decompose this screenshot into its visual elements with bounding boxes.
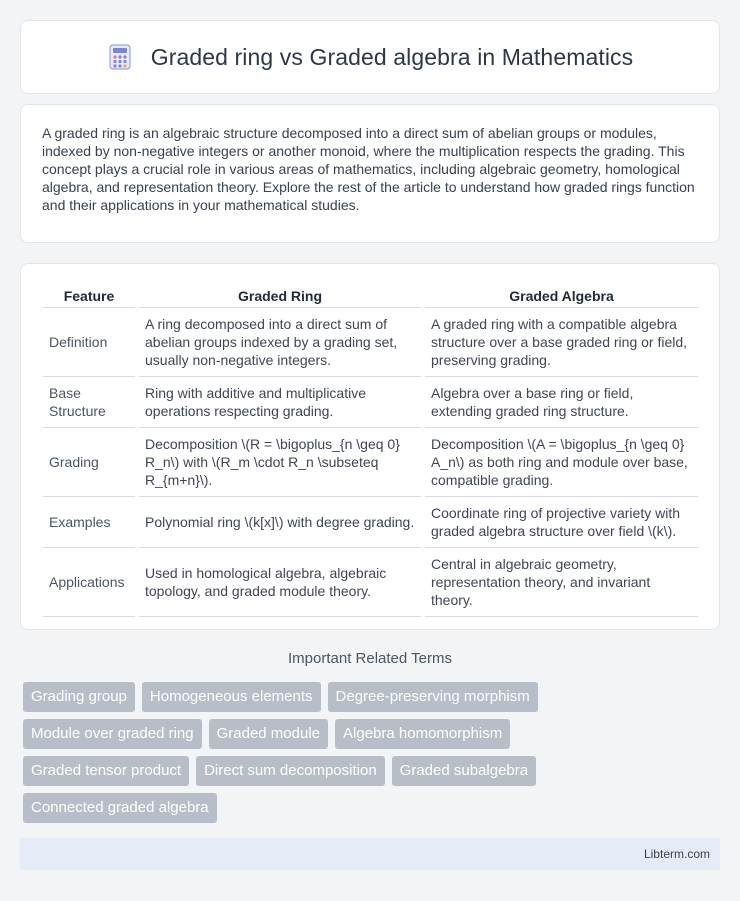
graded-ring-cell: Decomposition \(R = \bigoplus_{n \geq 0} R_n\) with \(R_m \cdot R_n \subseteq R_{m+n}\). bbox=[139, 428, 421, 497]
graded-algebra-cell: Algebra over a base ring or field, extending graded ring structure. bbox=[425, 377, 698, 428]
table-row bbox=[43, 377, 698, 428]
comparison-table bbox=[43, 284, 698, 617]
tag-grading-group[interactable]: Grading group bbox=[23, 682, 135, 712]
header bbox=[107, 44, 634, 71]
feature-cell: Examples bbox=[43, 497, 135, 548]
footer bbox=[20, 838, 720, 870]
table-row bbox=[43, 308, 698, 377]
tag-graded-tensor-product[interactable]: Graded tensor product bbox=[23, 756, 189, 786]
graded-algebra-cell: Decomposition \(A = \bigoplus_{n \geq 0} A_n\) as both ring and module over base, compatible grading. bbox=[425, 428, 698, 497]
comparison-card bbox=[20, 263, 720, 630]
footer-site[interactable]: Libterm.com bbox=[643, 847, 710, 861]
graded-algebra-cell: Central in algebraic geometry, representation theory, and invariant theory. bbox=[425, 548, 698, 617]
tag-degree-preserving-morphism[interactable]: Degree-preserving morphism bbox=[328, 682, 538, 712]
tag-graded-subalgebra[interactable]: Graded subalgebra bbox=[392, 756, 536, 786]
tag-homogeneous-elements[interactable]: Homogeneous elements bbox=[142, 682, 321, 712]
intro-text: A graded ring is an algebraic structure decomposed into a direct sum of abelian groups or modules, indexed by non-negative integers or another monoid, where the multiplication respects the grading. This concept plays a crucial role in various areas of mathematics, including algebraic geometry, homological algebra, and representation theory. Explore the rest of the article to understand how graded rings function and their applications in your mathematical studies. bbox=[42, 125, 695, 213]
feature-cell: Applications bbox=[43, 548, 135, 617]
related-terms-title: Important Related Terms bbox=[288, 650, 452, 667]
header-graded-algebra: Graded Algebra bbox=[425, 284, 698, 308]
tag-algebra-homomorphism[interactable]: Algebra homomorphism bbox=[335, 719, 510, 749]
table-row bbox=[43, 548, 698, 617]
feature-cell: Grading bbox=[43, 428, 135, 497]
graded-ring-cell: Polynomial ring \(k[x]\) with degree grading. bbox=[139, 497, 421, 548]
tag-graded-module[interactable]: Graded module bbox=[209, 719, 328, 749]
header-card bbox=[20, 20, 720, 94]
tag-connected-graded-algebra[interactable]: Connected graded algebra bbox=[23, 793, 217, 823]
graded-algebra-cell: Coordinate ring of projective variety with graded algebra structure over field \(k\). bbox=[425, 497, 698, 548]
table-row bbox=[43, 428, 698, 497]
table-row bbox=[43, 497, 698, 548]
related-terms bbox=[23, 682, 723, 830]
intro-card bbox=[20, 104, 720, 243]
graded-ring-cell: Used in homological algebra, algebraic topology, and graded module theory. bbox=[139, 548, 421, 617]
header-graded-ring: Graded Ring bbox=[139, 284, 421, 308]
tag-module-over-graded-ring[interactable]: Module over graded ring bbox=[23, 719, 202, 749]
header-feature: Feature bbox=[43, 284, 135, 308]
table-header-row bbox=[43, 284, 698, 308]
calculator-icon bbox=[107, 44, 133, 70]
graded-algebra-cell: A graded ring with a compatible algebra structure over a base graded ring or field, preserving grading. bbox=[425, 308, 698, 377]
graded-ring-cell: A ring decomposed into a direct sum of abelian groups indexed by a grading set, usually non-negative integers. bbox=[139, 308, 421, 377]
feature-cell: Base Structure bbox=[43, 377, 135, 428]
feature-cell: Definition bbox=[43, 308, 135, 377]
page-title: Graded ring vs Graded algebra in Mathematics bbox=[150, 43, 634, 70]
graded-ring-cell: Ring with additive and multiplicative operations respecting grading. bbox=[139, 377, 421, 428]
tag-direct-sum-decomposition[interactable]: Direct sum decomposition bbox=[196, 756, 385, 786]
